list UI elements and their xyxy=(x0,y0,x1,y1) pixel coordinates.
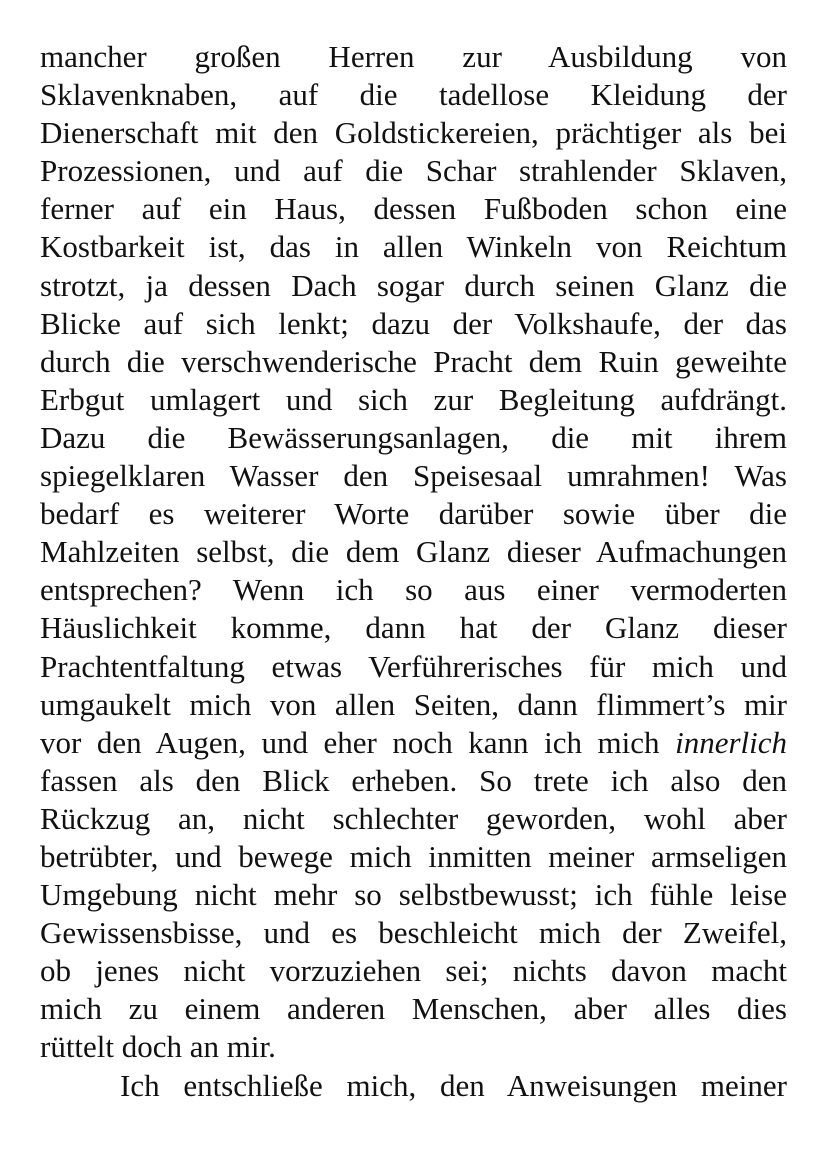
document-page xyxy=(40,38,787,1105)
text-line: rüttelt doch an mir. xyxy=(40,1029,276,1065)
emphasized-word: innerlich xyxy=(675,724,787,760)
text-line: Erbgut umlagert und sich zur Begleitung aufdrängt. xyxy=(40,381,787,417)
text-line: umgaukelt mich von allen Seiten, dann flimmert’s mir xyxy=(40,686,787,722)
text-line: Ich entschließe mich, den Anweisungen meiner xyxy=(120,1067,787,1103)
text-line: Blicke auf sich lenkt; dazu der Volkshaufe, der das xyxy=(40,305,787,341)
text-line: Dienerschaft mit den Goldstickereien, prächtiger als bei xyxy=(40,115,787,151)
text-line: Mahlzeiten selbst, die dem Glanz dieser Aufmachungen xyxy=(40,534,787,570)
text-line: Häuslichkeit komme, dann hat der Glanz dieser xyxy=(40,610,787,646)
text-line: Prachtentfaltung etwas Verführerisches für mich und xyxy=(40,648,787,684)
text-line: bedarf es weiterer Worte darüber sowie über die xyxy=(40,496,787,532)
text-line: Rückzug an, nicht schlechter geworden, wohl aber xyxy=(40,800,787,836)
text-line: mich zu einem anderen Menschen, aber alles dies xyxy=(40,991,787,1027)
text-line: Umgebung nicht mehr so selbstbewusst; ich fühle leise xyxy=(40,877,787,913)
paragraph-1 xyxy=(40,38,787,1067)
text-line: mancher großen Herren zur Ausbildung von xyxy=(40,39,787,74)
text-line: Kostbarkeit ist, das in allen Winkeln von Reichtum xyxy=(40,229,787,265)
text-line: ob jenes nicht vorzuziehen sei; nichts davon macht xyxy=(40,953,787,989)
text-segment: vor den Augen, und eher noch kann ich mich xyxy=(40,724,676,760)
text-line: Gewissensbisse, und es beschleicht mich der Zweifel, xyxy=(40,915,787,951)
text-line: Sklavenknaben, auf die tadellose Kleidung der xyxy=(40,77,787,113)
text-line: entsprechen? Wenn ich so aus einer vermoderten xyxy=(40,572,787,608)
text-line: durch die verschwenderische Pracht dem Ruin geweihte xyxy=(40,343,787,379)
text-line: ferner auf ein Haus, dessen Fußboden schon eine xyxy=(40,191,787,227)
text-line: spiegelklaren Wasser den Speisesaal umrahmen! Was xyxy=(40,458,787,494)
text-line: strotzt, ja dessen Dach sogar durch seinen Glanz die xyxy=(40,267,787,303)
text-line: Prozessionen, und auf die Schar strahlender Sklaven, xyxy=(40,153,787,189)
text-line-with-emphasis xyxy=(40,724,787,762)
text-line: Dazu die Bewässerungsanlagen, die mit ihrem xyxy=(40,419,787,455)
text-line: fassen als den Blick erheben. So trete ich also den xyxy=(40,762,787,798)
paragraph-2 xyxy=(40,1067,787,1105)
text-line: betrübter, und bewege mich inmitten meiner armseligen xyxy=(40,838,787,874)
